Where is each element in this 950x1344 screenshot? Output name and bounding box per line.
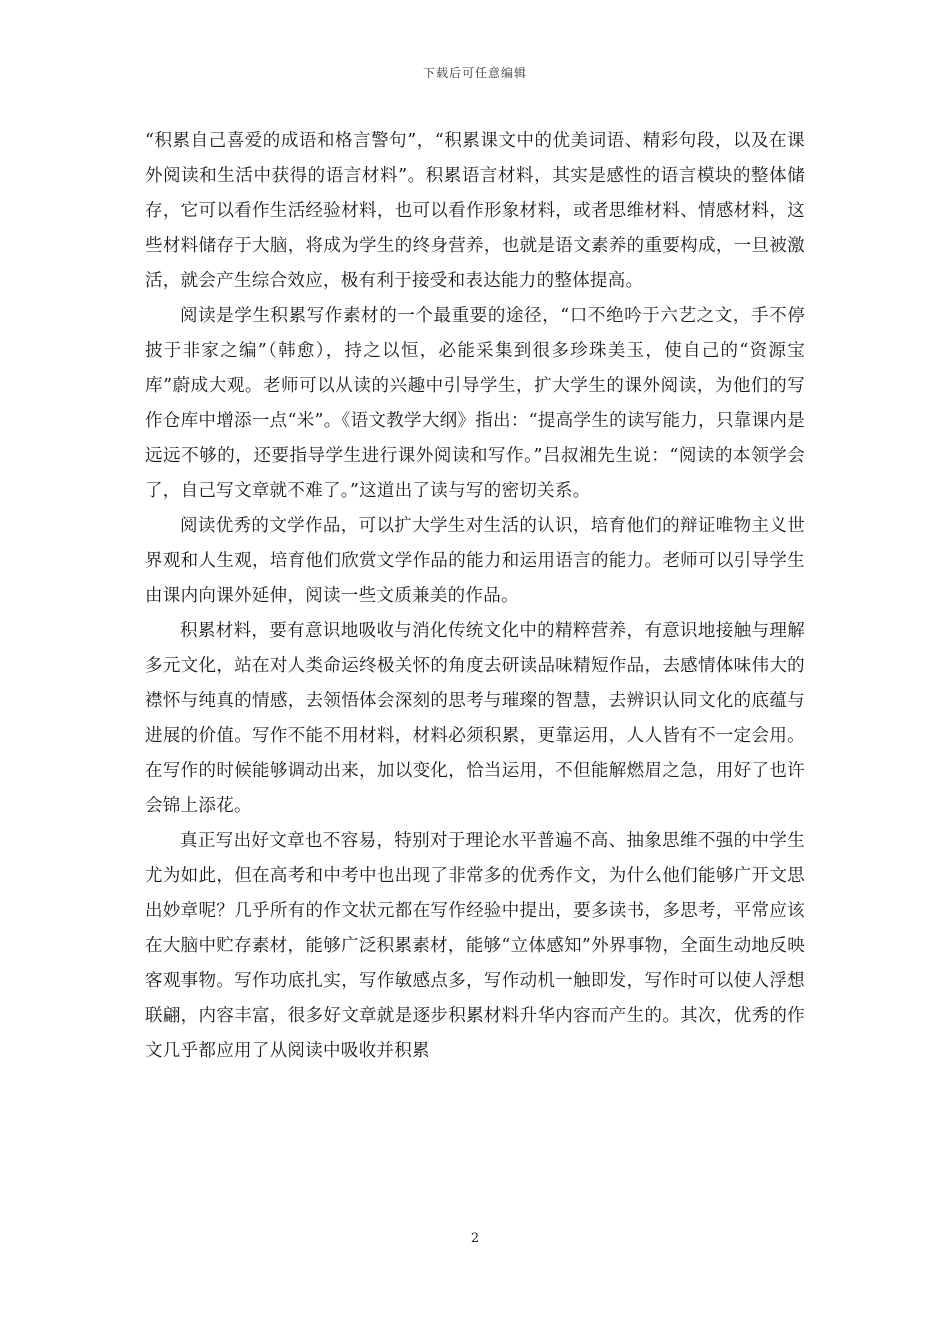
paragraph-2: 阅读是学生积累写作素材的一个最重要的途径，“口不绝吟于六艺之文，手不停披于非家之编”（韩愈），持之以恒，必能采集到很多珍珠美玉，使自己的“资源宝库”蔚成大观。老师可以从读的兴趣中引导学生，扩大学生的课外阅读，为他们的写作仓库中增添一点“米”。《语文教学大纲》指出：“提高学生的读写能力，只靠课内是远远不够的，还要指导学生进行课外阅读和写作。”吕叔湘先生说：“阅读的本领学会了，自己写文章就不难了。”这道出了读与写的密切关系。: [145, 306, 805, 501]
paragraph-5: 真正写出好文章也不容易，特别对于理论水平普遍不高、抽象思维不强的中学生尤为如此，但在高考和中考中也出现了非常多的优秀作文，为什么他们能够广开文思出妙章呢？几乎所有的作文状元都在写作经验中提出，要多读书，多思考，平常应该在大脑中贮存素材，能够广泛积累素材，能够“立体感知”外界事物，全面生动地反映客观事物。写作功底扎实，写作敏感点多，写作动机一触即发，写作时可以使人浮想联翩，内容丰富，很多好文章就是逐步积累材料升华内容而产生的。其次，优秀的作文几乎都应用了从阅读中吸收并积累: [145, 831, 805, 1061]
document-body: [145, 124, 805, 1069]
page-header: 下载后可任意编辑: [422, 66, 527, 80]
paragraph-3: 阅读优秀的文学作品，可以扩大学生对生活的认识，培育他们的辩证唯物主义世界观和人生观，培育他们欣赏文学作品的能力和运用语言的能力。老师可以引导学生由课内向课外延伸，阅读一些文质兼美的作品。: [145, 516, 805, 606]
paragraph-1: “积累自己喜爱的成语和格言警句”，“积累课文中的优美词语、精彩句段，以及在课外阅读和生活中获得的语言材料”。积累语言材料，其实是感性的语言模块的整体储存，它可以看作生活经验材料，也可以看作形象材料，或者思维材料、情感材料，这些材料储存于大脑，将成为学生的终身营养，也就是语文素养的重要构成，一旦被激活，就会产生综合效应，极有利于接受和表达能力的整体提高。: [145, 131, 805, 291]
paragraph-4: 积累材料，要有意识地吸收与消化传统文化中的精粹营养，有意识地接触与理解多元文化，站在对人类命运终极关怀的角度去研读品味精短作品，去感情体味伟大的襟怀与纯真的情感，去领悟体会深刻的思考与璀璨的智慧，去辨识认同文化的底蕴与进展的价值。写作不能不用材料，材料必须积累，更靠运用，人人皆有不一定会用。在写作的时候能够调动出来，加以变化，恰当运用，不但能解燃眉之急，用好了也许会锦上添花。: [145, 621, 805, 816]
page-number: 2: [470, 1231, 480, 1246]
